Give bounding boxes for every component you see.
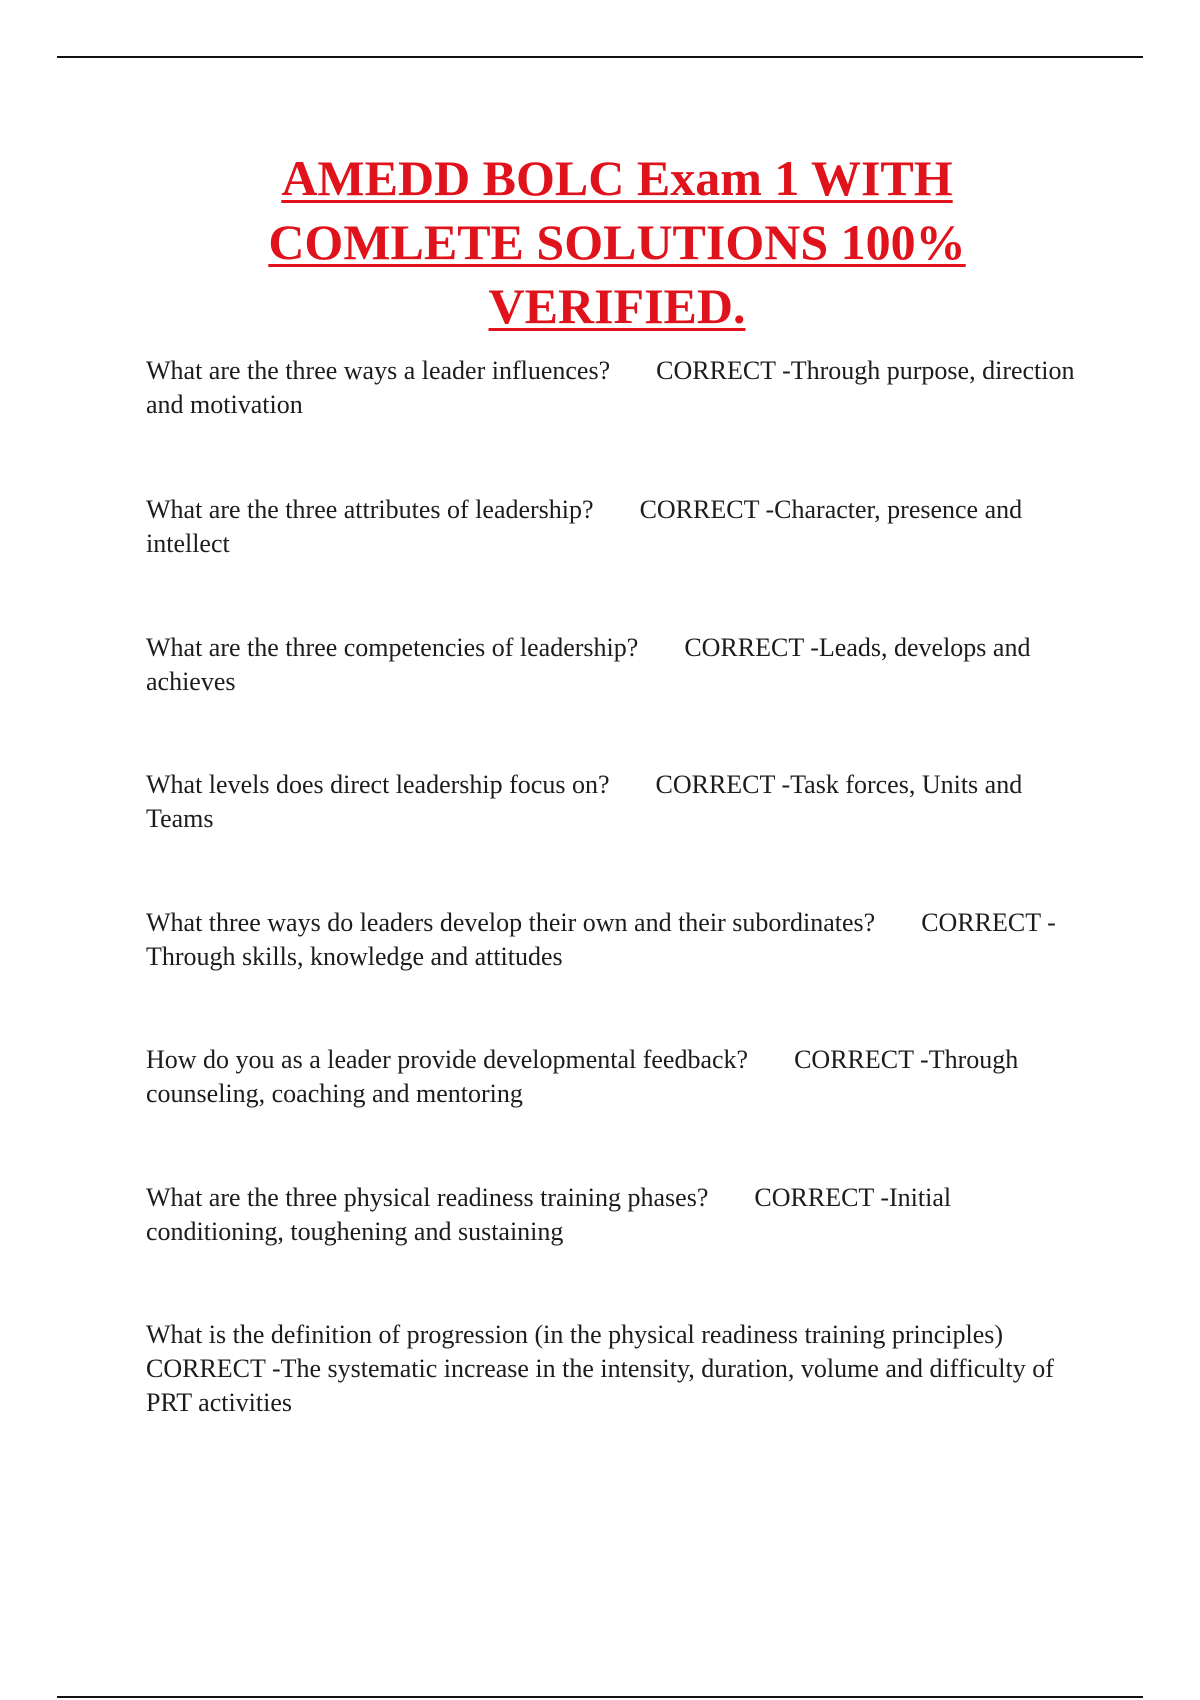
qa-item-8: [146, 1318, 1086, 1420]
answer-text: CORRECT -Through skills, knowledge and attitudes: [146, 908, 1056, 971]
qa-item-5: [146, 906, 1086, 974]
question-text: What are the three ways a leader influences?: [146, 356, 611, 385]
question-text: What three ways do leaders develop their own and their subordinates?: [146, 908, 876, 937]
qa-item-1: [146, 354, 1086, 422]
question-text: What is the definition of progression (in the physical readiness training principles): [146, 1320, 1004, 1349]
answer-text: CORRECT -Initial conditioning, toughening and sustaining: [146, 1183, 952, 1246]
answer-text: CORRECT -Task forces, Units and Teams: [146, 770, 1023, 833]
qa-item-2: [146, 493, 1086, 561]
answer-text: CORRECT -Through purpose, direction and motivation: [146, 356, 1075, 419]
qa-item-6: [146, 1043, 1086, 1111]
question-text: What are the three physical readiness training phases?: [146, 1183, 709, 1212]
document-title: [150, 146, 1084, 338]
qa-item-4: [146, 768, 1086, 836]
qa-item-3: [146, 631, 1086, 699]
answer-text: CORRECT -Through counseling, coaching and mentoring: [146, 1045, 1019, 1108]
question-text: What levels does direct leadership focus on?: [146, 770, 610, 799]
qa-item-7: [146, 1181, 1086, 1249]
top-rule: [57, 56, 1143, 58]
bottom-rule: [57, 1696, 1143, 1698]
question-text: What are the three competencies of leadership?: [146, 633, 639, 662]
title-line-1: AMEDD BOLC Exam 1 WITH: [281, 150, 953, 206]
title-line-3: VERIFIED.: [488, 278, 746, 334]
answer-text: CORRECT -Leads, develops and achieves: [146, 633, 1031, 696]
answer-text: CORRECT -Character, presence and intellect: [146, 495, 1023, 558]
answer-text: CORRECT -The systematic increase in the intensity, duration, volume and difficulty of PRT activities: [146, 1354, 1054, 1417]
question-text: What are the three attributes of leadership?: [146, 495, 594, 524]
question-text: How do you as a leader provide developmental feedback?: [146, 1045, 749, 1074]
title-line-2: COMLETE SOLUTIONS 100%: [268, 214, 966, 270]
